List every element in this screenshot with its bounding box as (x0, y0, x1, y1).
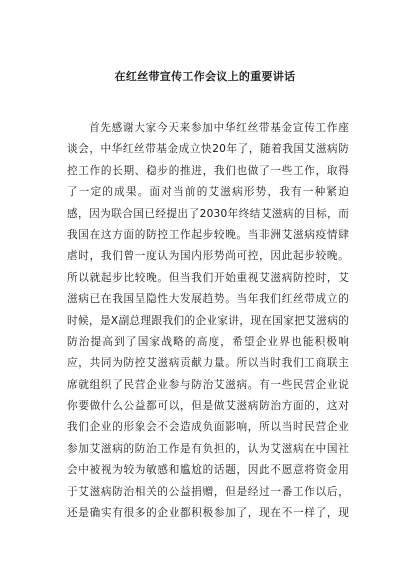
paragraph-line: 于艾滋病防治相关的公益捐赠，但是经过一番工作以后， (67, 485, 349, 498)
paragraph-line: 感，因为联合国已经提出了2030年终结艾滋病的目标，而 (67, 207, 349, 220)
paragraph-line: 谈会，中华红丝带基金成立快20年了，随着我国艾滋病防 (67, 143, 349, 156)
paragraph-line: 虐时，我们曾一度认为国内形势尚可控，因此起步较晚。 (67, 250, 349, 263)
paragraph-line: 还是确实有很多的企业都积极参加了，现在不一样了，现 (67, 507, 349, 520)
paragraph-line: 席就组织了民营企业参与防治艾滋病。有一些民营企业说 (67, 378, 349, 391)
paragraph-line: 滋病已在我国呈隐性大发展趋势。当年我们红丝带成立的 (67, 293, 349, 306)
paragraph-line: 时候，是X副总理跟我们的企业家讲，现在国家把艾滋病的 (67, 314, 349, 327)
paragraph-line: 了一定的成果。面对当前的艾滋病形势，我有一种紧迫 (67, 186, 349, 199)
paragraph-line: 首先感谢大家今天来参加中华红丝带基金宣传工作座 (89, 122, 349, 134)
paragraph-line: 我们企业的形象会不会造成负面影响，所以当时民营企业 (67, 421, 349, 434)
paragraph-line: 控工作的长期、稳步的推进，我们也做了一些工作，取得 (67, 164, 349, 177)
paragraph-line: 会中被视为较为敏感和尴尬的话题，因此不愿意将资金用 (67, 464, 349, 477)
document-body (67, 118, 349, 524)
paragraph-line: 所以就起步比较晚。但当我们开始重视艾滋病防控时，艾 (67, 271, 349, 284)
paragraph-line: 我国在这方面的防控工作起步较晚。当非洲艾滋病疫情肆 (67, 228, 349, 241)
paragraph-line: 应，共同为防控艾滋病贡献力量。所以当时我们工商联主 (67, 357, 349, 370)
document-title: 在红丝带宣传工作会议上的重要讲话 (114, 70, 296, 83)
paragraph-line: 防治提高到了国家战略的高度，希望企业界也能积极响 (67, 335, 349, 348)
paragraph-line: 你要做什么公益都可以，但是做艾滋病防治方面的，这对 (67, 400, 349, 413)
paragraph-line: 参加艾滋病的防治工作是有负担的，认为艾滋病在中国社 (67, 442, 349, 455)
